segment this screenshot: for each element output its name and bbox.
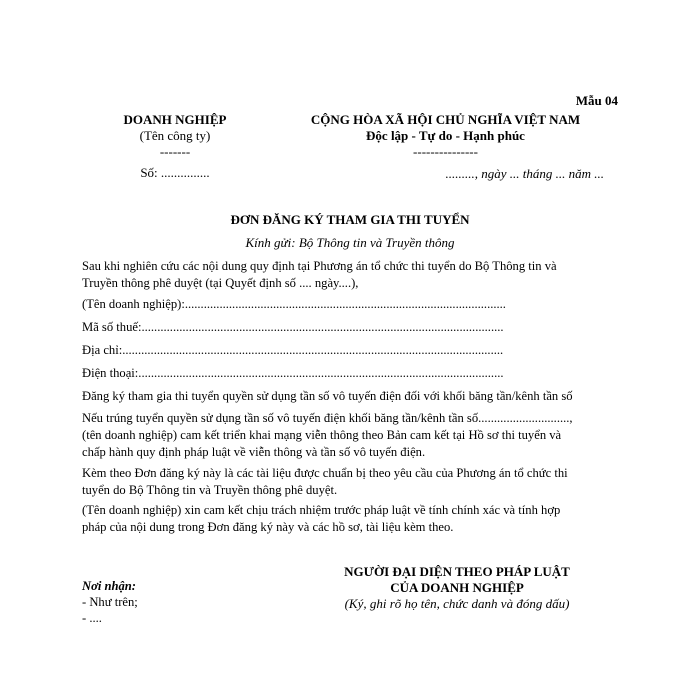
commitment-line-2: (tên doanh nghiệp) cam kết triển khai mạng viễn thông theo Bản cam kết tại Hồ sơ thi tuyển và (82, 428, 562, 442)
signer-title-line-2: CỦA DOANH NGHIỆP (390, 580, 524, 595)
recipient-item-1: - Như trên; (82, 595, 138, 609)
document-number: Số: ............... (140, 165, 210, 180)
attachment-line-2: tuyển do Bộ Thông tin và Truyền thông phê duyệt. (82, 483, 338, 497)
intro-line-1: Sau khi nghiên cứu các nội dung quy định tại Phương án tổ chức thi tuyển do Bộ Thông tin và (82, 259, 557, 273)
right-header (288, 112, 603, 160)
left-header (100, 112, 250, 181)
intro-paragraph (82, 258, 622, 292)
form-number: Mẫu 04 (575, 93, 618, 108)
intro-line-2: Truyền thông phê duyệt (tại Quyết định số .... ngày....), (82, 276, 359, 290)
phone-field: Điện thoại:.................................................................................................................... (82, 366, 504, 380)
responsibility-paragraph (82, 502, 622, 536)
register-paragraph: Đăng ký tham gia thi tuyển quyền sử dụng tần số vô tuyến điện đối với khối băng tần/kênh tần số (82, 389, 573, 403)
commitment-paragraph (82, 410, 622, 461)
company-name-field: (Tên doanh nghiệp):...................................................................................................... (82, 297, 506, 311)
recipients-label: Nơi nhận: (82, 579, 137, 593)
signature-block (322, 564, 592, 612)
responsibility-line-2: pháp của nội dung trong Đơn đăng ký này và các hồ sơ, tài liệu kèm theo. (82, 520, 454, 534)
signature-note: (Ký, ghi rõ họ tên, chức danh và đóng dấu) (344, 596, 570, 611)
org-subtitle: (Tên công ty) (139, 128, 211, 143)
country-name: CỘNG HÒA XÃ HỘI CHỦ NGHĨA VIỆT NAM (310, 112, 581, 127)
org-name: DOANH NGHIỆP (123, 112, 227, 127)
signer-title-line-1: NGƯỜI ĐẠI DIỆN THEO PHÁP LUẬT (344, 564, 570, 579)
attachment-paragraph (82, 465, 622, 499)
recipient-line: Kính gửi: Bộ Thông tin và Truyền thông (245, 235, 455, 250)
commitment-line-3: chấp hành quy định pháp luật về viễn thông và tần số vô tuyến điện. (82, 445, 426, 459)
recipients-block (82, 578, 138, 626)
national-motto: Độc lập - Tự do - Hạnh phúc (366, 128, 525, 143)
address-field: Địa chỉ:......................................................................................................................... (82, 343, 504, 357)
right-rule: --------------- (413, 144, 478, 159)
attachment-line-1: Kèm theo Đơn đăng ký này là các tài liệu được chuẩn bị theo yêu cầu của Phương án tổ chức thi (82, 466, 568, 480)
date-line: ........., ngày ... tháng ... năm ... (445, 166, 604, 181)
responsibility-line-1: (Tên doanh nghiệp) xin cam kết chịu trách nhiệm trước pháp luật về tính chính xác và tính hợp (82, 503, 561, 517)
recipient-item-2: - .... (82, 611, 102, 625)
left-rule: ------- (159, 144, 191, 159)
tax-code-field: Mã số thuế:................................................................................................................... (82, 320, 504, 334)
document-title: ĐƠN ĐĂNG KÝ THAM GIA THI TUYỂN (230, 212, 470, 227)
commitment-line-1: Nếu trúng tuyển quyền sử dụng tần số vô tuyến điện khối băng tần/kênh tần số............................., (82, 411, 573, 425)
